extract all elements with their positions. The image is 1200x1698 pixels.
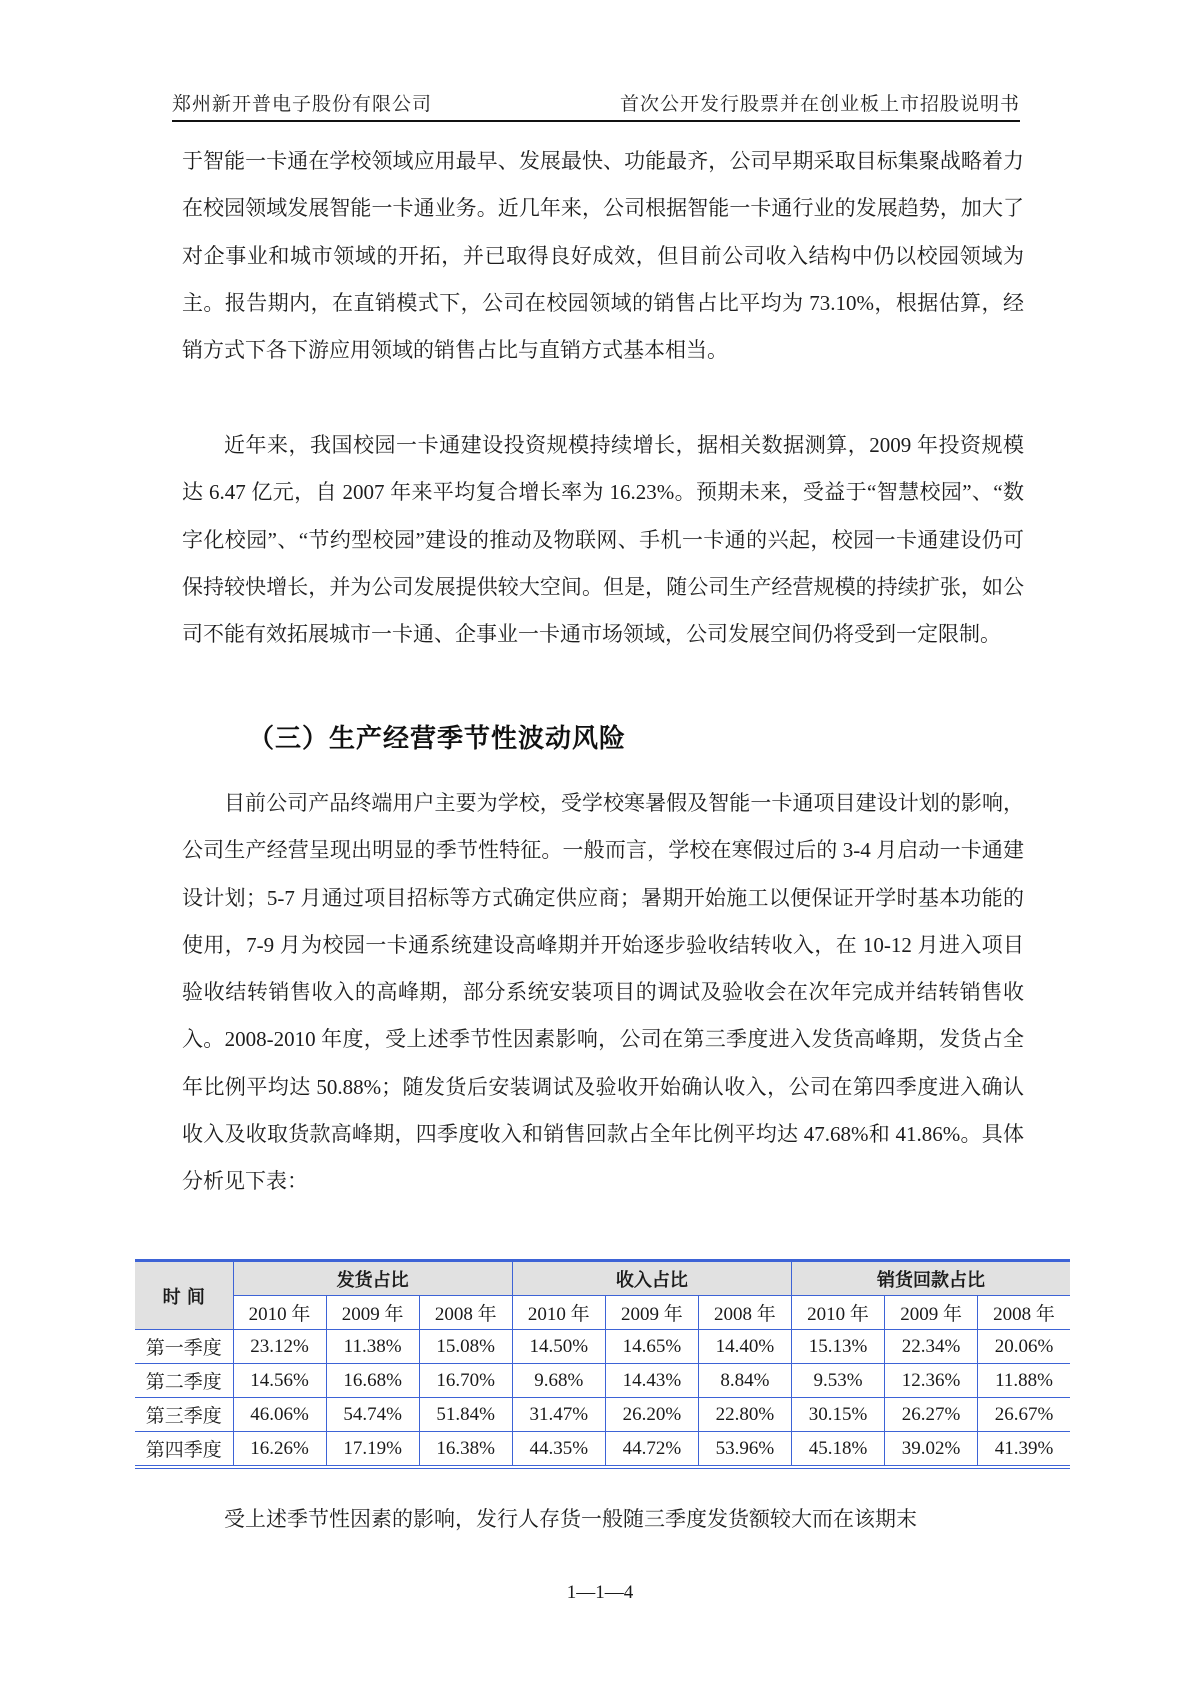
table-cell: 9.53%: [791, 1364, 884, 1398]
paragraph-text: 受上述季节性因素的影响，发行人存货一般随三季度发货额较大而在该期末: [224, 1507, 917, 1531]
table-cell: 41.39%: [978, 1432, 1070, 1468]
section-title-seasonality-risk: （三）生产经营季节性波动风险: [248, 724, 627, 754]
table-row: [135, 1398, 1070, 1432]
page-number: 1—1—4: [566, 1582, 634, 1603]
table-cell: 31.47%: [512, 1398, 605, 1432]
table-cell: 53.96%: [698, 1432, 791, 1468]
seasonality-table: [135, 1259, 1070, 1469]
table-cell: 15.13%: [791, 1330, 884, 1364]
table-cell: 15.08%: [419, 1330, 512, 1364]
group-header-revenue: 收入占比: [512, 1261, 791, 1296]
table-cell: 14.40%: [698, 1330, 791, 1364]
paragraph-inventory: [182, 1496, 1024, 1543]
group-header-collection: 销货回款占比: [791, 1261, 1070, 1296]
year-header: 2010 年: [233, 1296, 326, 1330]
year-header: 2008 年: [419, 1296, 512, 1330]
row-label: 第一季度: [135, 1330, 233, 1364]
table-cell: 30.15%: [791, 1398, 884, 1432]
year-header: 2009 年: [326, 1296, 419, 1330]
page-header: [172, 86, 1020, 122]
row-label: 第二季度: [135, 1364, 233, 1398]
year-header: 2010 年: [512, 1296, 605, 1330]
table-header-years: [135, 1296, 1070, 1330]
header-document-title: 首次公开发行股票并在创业板上市招股说明书: [619, 94, 1020, 115]
table-cell: 16.38%: [419, 1432, 512, 1468]
table-cell: 39.02%: [885, 1432, 978, 1468]
table-cell: 26.27%: [885, 1398, 978, 1432]
paragraph-market-growth: [182, 422, 1024, 658]
table-row: [135, 1432, 1070, 1468]
year-header: 2009 年: [605, 1296, 698, 1330]
row-label: 第三季度: [135, 1398, 233, 1432]
paragraph-text: 近年来，我国校园一卡通建设投资规模持续增长，据相关数据测算，2009 年投资规模达 6.47 亿元，自 2007 年来平均复合增长率为 16.23%。预期未来，受益于“智慧校园”、“数字化校园”、“节约型校园”建设的推动及物联网、手机一卡通的兴起，校园一卡通建设仍可保持较快增长，并为公司发展提供较大空间。但是，随公司生产经营规模的持续扩张，如公司不能有效拓展城市一卡通、企事业一卡通市场领域，公司发展空间仍将受到一定限制。: [182, 433, 1024, 647]
table-cell: 22.34%: [885, 1330, 978, 1364]
paragraph-campus-focus: [182, 138, 1024, 374]
table-header-groups: [135, 1261, 1070, 1296]
table-cell: 14.65%: [605, 1330, 698, 1364]
table-cell: 23.12%: [233, 1330, 326, 1364]
paragraph-text: 目前公司产品终端用户主要为学校，受学校寒暑假及智能一卡通项目建设计划的影响，公司生产经营呈现出明显的季节性特征。一般而言，学校在寒假过后的 3-4 月启动一卡通建设计划；5-7 月通过项目招标等方式确定供应商；暑期开始施工以便保证开学时基本功能的使用，7-9 月为校园一卡通系统建设高峰期并开始逐步验收结转收入，在 10-12 月进入项目验收结转销售收入的高峰期，部分系统安装项目的调试及验收会在次年完成并结转销售收入。2008-2010 年度，受上述季节性因素影响，公司在第三季度进入发货高峰期，发货占全年比例平均达 50.88%；随发货后安装调试及验收开始确认收入，公司在第四季度进入确认收入及收取货款高峰期，四季度收入和销售回款占全年比例平均达 47.68%和 41.86%。具体分析见下表：: [182, 791, 1024, 1194]
table-cell: 11.38%: [326, 1330, 419, 1364]
table-cell: 8.84%: [698, 1364, 791, 1398]
year-header: 2010 年: [791, 1296, 884, 1330]
table-cell: 54.74%: [326, 1398, 419, 1432]
table-row: [135, 1364, 1070, 1398]
table-cell: 16.26%: [233, 1432, 326, 1468]
table-cell: 11.88%: [978, 1364, 1070, 1398]
year-header: 2008 年: [698, 1296, 791, 1330]
table-cell: 14.50%: [512, 1330, 605, 1364]
table-cell: 45.18%: [791, 1432, 884, 1468]
paragraph-seasonality: [182, 780, 1024, 1206]
row-label: 第四季度: [135, 1432, 233, 1468]
paragraph-text: 于智能一卡通在学校领域应用最早、发展最快、功能最齐，公司早期采取目标集聚战略着力在校园领域发展智能一卡通业务。近几年来，公司根据智能一卡通行业的发展趋势，加大了对企事业和城市领域的开拓，并已取得良好成效，但目前公司收入结构中仍以校园领域为主。报告期内，在直销模式下，公司在校园领域的销售占比平均为 73.10%，根据估算，经销方式下各下游应用领域的销售占比与直销方式基本相当。: [182, 149, 1024, 363]
table-row: [135, 1330, 1070, 1364]
table-cell: 20.06%: [978, 1330, 1070, 1364]
table-cell: 12.36%: [885, 1364, 978, 1398]
table-cell: 26.67%: [978, 1398, 1070, 1432]
table-cell: 14.56%: [233, 1364, 326, 1398]
year-header: 2009 年: [885, 1296, 978, 1330]
table-cell: 44.35%: [512, 1432, 605, 1468]
year-header: 2008 年: [978, 1296, 1070, 1330]
table-cell: 26.20%: [605, 1398, 698, 1432]
group-header-shipment: 发货占比: [233, 1261, 512, 1296]
table-cell: 14.43%: [605, 1364, 698, 1398]
table-cell: 51.84%: [419, 1398, 512, 1432]
table-cell: 9.68%: [512, 1364, 605, 1398]
table-cell: 16.68%: [326, 1364, 419, 1398]
table-cell: 22.80%: [698, 1398, 791, 1432]
table-cell: 16.70%: [419, 1364, 512, 1398]
header-company-name: 郑州新开普电子股份有限公司: [172, 94, 433, 115]
table-cell: 44.72%: [605, 1432, 698, 1468]
table-cell: 46.06%: [233, 1398, 326, 1432]
table-cell: 17.19%: [326, 1432, 419, 1468]
table-corner-header: 时 间: [135, 1261, 233, 1330]
